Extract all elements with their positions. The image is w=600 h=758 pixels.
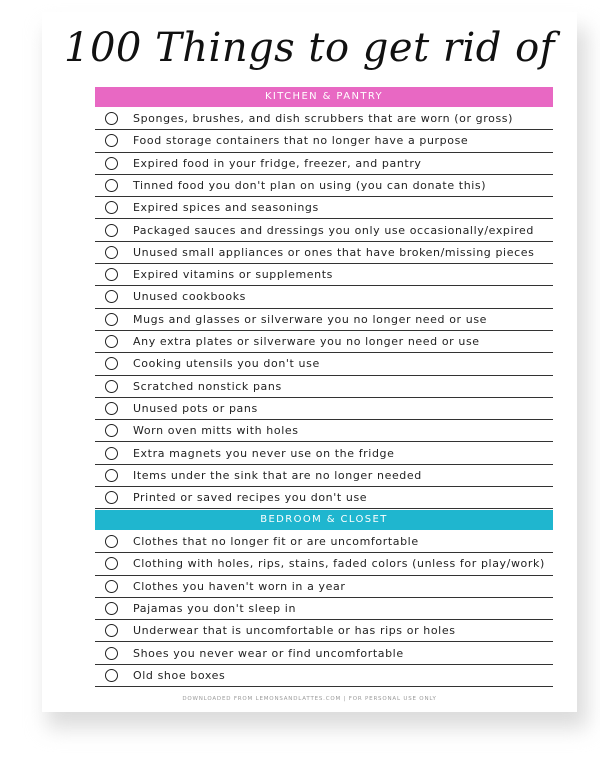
checklist-item-label: Unused cookbooks bbox=[133, 290, 246, 304]
checkbox-circle-icon[interactable] bbox=[105, 246, 118, 259]
checkbox-circle-icon[interactable] bbox=[105, 602, 118, 615]
checklist-item-label: Clothing with holes, rips, stains, faded colors (unless for play/work) bbox=[133, 557, 545, 571]
checklist-item-label: Pajamas you don't sleep in bbox=[133, 601, 297, 615]
checklist-item-label: Extra magnets you never use on the fridge bbox=[133, 446, 395, 460]
page-title: 100 Things to get rid of bbox=[64, 25, 555, 71]
checklist-item[interactable] bbox=[95, 576, 553, 598]
checkbox-circle-icon[interactable] bbox=[105, 380, 118, 393]
checklist-item[interactable] bbox=[95, 443, 553, 465]
checklist-item[interactable] bbox=[95, 531, 553, 553]
checklist-item[interactable] bbox=[95, 242, 553, 264]
checklist-item[interactable] bbox=[95, 643, 553, 665]
checkbox-circle-icon[interactable] bbox=[105, 313, 118, 326]
checklist-item-label: Clothes that no longer fit or are uncomfortable bbox=[133, 535, 419, 548]
checklist-item-label: Mugs and glasses or silverware you no longer need or use bbox=[133, 312, 488, 326]
checkbox-circle-icon[interactable] bbox=[105, 557, 118, 570]
checklist-item[interactable] bbox=[95, 620, 553, 642]
checklist-item-label: Any extra plates or silverware you no longer need or use bbox=[133, 335, 480, 348]
checkbox-circle-icon[interactable] bbox=[105, 134, 118, 147]
checklist-item[interactable] bbox=[95, 197, 553, 219]
checklist-item[interactable] bbox=[95, 130, 553, 152]
checklist-item-label: Sponges, brushes, and dish scrubbers that are worn (or gross) bbox=[133, 112, 514, 125]
checklist-item[interactable] bbox=[95, 465, 553, 487]
checkbox-circle-icon[interactable] bbox=[105, 580, 118, 593]
checklist-item[interactable] bbox=[95, 264, 553, 286]
checklist-item-label: Scratched nonstick pans bbox=[133, 379, 282, 393]
checkbox-circle-icon[interactable] bbox=[105, 201, 118, 214]
checkbox-circle-icon[interactable] bbox=[105, 647, 118, 660]
checklist-item[interactable] bbox=[95, 598, 553, 620]
checklist-item[interactable] bbox=[95, 398, 553, 420]
checklist-item[interactable] bbox=[95, 665, 553, 687]
checklist-item-label: Clothes you haven't worn in a year bbox=[133, 579, 346, 593]
checkbox-circle-icon[interactable] bbox=[105, 357, 118, 370]
checklist-item[interactable] bbox=[95, 153, 553, 175]
checklist-item[interactable] bbox=[95, 286, 553, 308]
checkbox-circle-icon[interactable] bbox=[105, 624, 118, 637]
checklist-item-label: Tinned food you don't plan on using (you can donate this) bbox=[133, 178, 487, 192]
checklist-item[interactable] bbox=[95, 376, 553, 398]
checkbox-circle-icon[interactable] bbox=[105, 224, 118, 237]
checklist-item[interactable] bbox=[95, 175, 553, 197]
section-header-bedroom-closet: BEDROOM & CLOSET bbox=[95, 510, 553, 530]
checklist-item[interactable] bbox=[95, 420, 553, 442]
checklist-item-label: Expired food in your fridge, freezer, and pantry bbox=[133, 156, 422, 170]
checklist-item[interactable] bbox=[95, 353, 553, 375]
checkbox-circle-icon[interactable] bbox=[105, 335, 118, 348]
checklist-item-label: Old shoe boxes bbox=[133, 668, 226, 682]
checkbox-circle-icon[interactable] bbox=[105, 112, 118, 125]
footer-note: DOWNLOADED FROM LEMONSANDLATTES.COM | FOR PERSONAL USE ONLY bbox=[182, 696, 437, 702]
checkbox-circle-icon[interactable] bbox=[105, 290, 118, 303]
checkbox-circle-icon[interactable] bbox=[105, 491, 118, 504]
checklist-item[interactable] bbox=[95, 553, 553, 575]
checklist-item[interactable] bbox=[95, 220, 553, 242]
checkbox-circle-icon[interactable] bbox=[105, 535, 118, 548]
checklist-item[interactable] bbox=[95, 108, 553, 130]
checklist-item-label: Expired vitamins or supplements bbox=[133, 268, 333, 282]
checklist-item[interactable] bbox=[95, 487, 553, 509]
checklist-item-label: Packaged sauces and dressings you only use occasionally/expired bbox=[133, 223, 534, 237]
checkbox-circle-icon[interactable] bbox=[105, 469, 118, 482]
checklist-item-label: Unused small appliances or ones that have broken/missing pieces bbox=[133, 245, 535, 259]
checklist-item-label: Expired spices and seasonings bbox=[133, 201, 319, 215]
checklist-item-label: Items under the sink that are no longer needed bbox=[133, 468, 422, 482]
checklist-item-label: Printed or saved recipes you don't use bbox=[133, 491, 368, 505]
checkbox-circle-icon[interactable] bbox=[105, 179, 118, 192]
section-header-kitchen-pantry: KITCHEN & PANTRY bbox=[95, 87, 553, 107]
checklist-item[interactable] bbox=[95, 309, 553, 331]
checklist-item-label: Unused pots or pans bbox=[133, 401, 258, 415]
checklist-item[interactable] bbox=[95, 331, 553, 353]
checklist-item-label: Food storage containers that no longer have a purpose bbox=[133, 134, 469, 148]
checkbox-circle-icon[interactable] bbox=[105, 447, 118, 460]
checklist-sheet bbox=[42, 12, 577, 712]
checkbox-circle-icon[interactable] bbox=[105, 268, 118, 281]
checklist-item-label: Shoes you never wear or find uncomfortable bbox=[133, 646, 404, 660]
checkbox-circle-icon[interactable] bbox=[105, 424, 118, 437]
checklist-item-label: Cooking utensils you don't use bbox=[133, 357, 320, 371]
checklist-item-label: Worn oven mitts with holes bbox=[133, 424, 299, 438]
checklist-item-label: Underwear that is uncomfortable or has rips or holes bbox=[133, 624, 456, 638]
checkbox-circle-icon[interactable] bbox=[105, 669, 118, 682]
checkbox-circle-icon[interactable] bbox=[105, 402, 118, 415]
checkbox-circle-icon[interactable] bbox=[105, 157, 118, 170]
